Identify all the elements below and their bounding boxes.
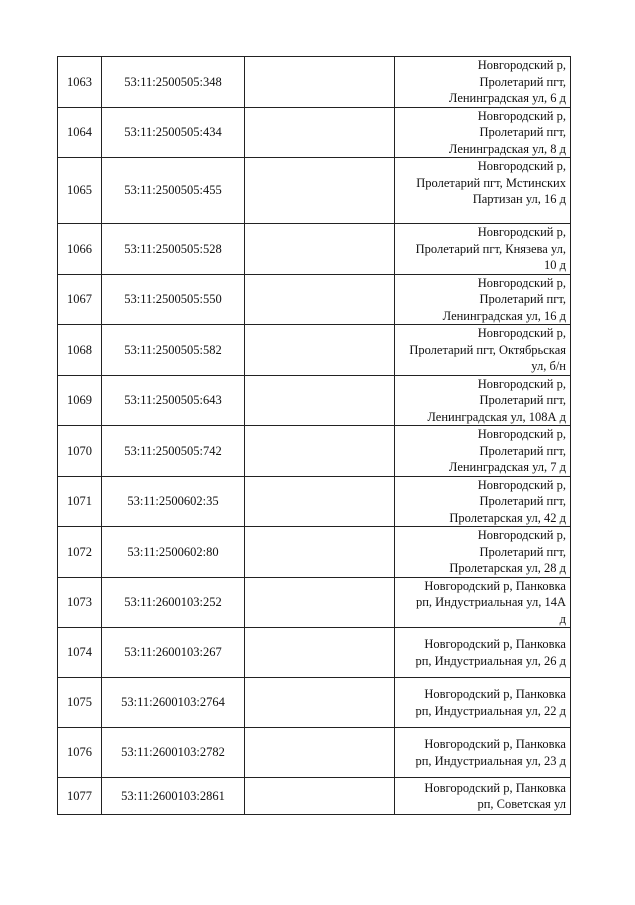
address-line: Ленинградская ул, 108А д <box>427 409 566 424</box>
row-number-cell: 1069 <box>58 375 102 426</box>
cadastral-number-cell: 53:11:2600103:2861 <box>102 778 245 815</box>
address-line: Ленинградская ул, 16 д <box>442 308 566 323</box>
table-row <box>58 57 571 108</box>
address-line: рп, Индустриальная ул, 14А <box>415 595 566 609</box>
address-line: д <box>559 611 566 626</box>
empty-cell <box>245 678 395 728</box>
cadastral-number-cell: 53:11:2500505:742 <box>102 426 245 477</box>
address-line: Пролетарий пгт, <box>479 393 566 407</box>
cadastral-number-cell: 53:11:2500602:35 <box>102 476 245 527</box>
cadastral-number-cell: 53:11:2600103:252 <box>102 577 245 628</box>
empty-cell <box>245 426 395 477</box>
table-row <box>58 158 571 224</box>
address-cell <box>395 325 571 376</box>
cadastral-number-cell: 53:11:2500505:348 <box>102 57 245 108</box>
address-line: Новгородский р, <box>477 225 566 239</box>
address-line: Новгородский р, Панковка <box>424 578 566 593</box>
empty-cell <box>245 577 395 628</box>
land-plots-table <box>57 56 571 815</box>
address-cell <box>395 107 571 158</box>
empty-cell <box>245 527 395 578</box>
row-number-cell: 1063 <box>58 57 102 108</box>
address-line: Пролетарий пгт, Князева ул, <box>415 241 566 256</box>
address-cell <box>395 577 571 628</box>
address-line: Партизан ул, 16 д <box>472 192 566 206</box>
empty-cell <box>245 274 395 325</box>
address-line: ул, б/н <box>531 359 566 373</box>
address-cell <box>395 778 571 815</box>
address-line: Пролетарий пгт, <box>479 125 566 139</box>
cadastral-number-cell: 53:11:2500505:528 <box>102 224 245 275</box>
table-row <box>58 375 571 426</box>
address-line: Ленинградская ул, 7 д <box>448 460 566 474</box>
row-number-cell: 1070 <box>58 426 102 477</box>
row-number-cell: 1064 <box>58 107 102 158</box>
address-line: Новгородский р, <box>477 159 566 173</box>
table-body <box>58 57 571 815</box>
empty-cell <box>245 107 395 158</box>
address-cell <box>395 728 571 778</box>
row-number-cell: 1076 <box>58 728 102 778</box>
address-cell <box>395 224 571 275</box>
cadastral-number-cell: 53:11:2500505:455 <box>102 158 245 224</box>
address-cell <box>395 628 571 678</box>
cadastral-number-cell: 53:11:2500505:582 <box>102 325 245 376</box>
empty-cell <box>245 325 395 376</box>
address-cell <box>395 57 571 108</box>
table-row <box>58 426 571 477</box>
address-line: рп, Индустриальная ул, 26 д <box>415 653 566 668</box>
row-number-cell: 1075 <box>58 678 102 728</box>
row-number-cell: 1073 <box>58 577 102 628</box>
empty-cell <box>245 375 395 426</box>
cadastral-number-cell: 53:11:2600103:267 <box>102 628 245 678</box>
row-number-cell: 1068 <box>58 325 102 376</box>
empty-cell <box>245 628 395 678</box>
row-number-cell: 1071 <box>58 476 102 527</box>
address-line: рп, Индустриальная ул, 23 д <box>415 753 566 768</box>
table-row <box>58 678 571 728</box>
address-line: Новгородский р, Панковка <box>424 637 566 651</box>
table-row <box>58 107 571 158</box>
address-line: Новгородский р, <box>477 528 566 542</box>
address-line: Пролетарий пгт, <box>479 443 566 458</box>
address-line: Пролетарий пгт, Октябрьская <box>409 342 566 357</box>
address-line: Новгородский р, Панковка <box>424 687 566 701</box>
row-number-cell: 1077 <box>58 778 102 815</box>
empty-cell <box>245 728 395 778</box>
address-line: 10 д <box>544 258 566 272</box>
address-line: Новгородский р, <box>477 108 566 123</box>
table-row <box>58 224 571 275</box>
table-row <box>58 527 571 578</box>
row-number-cell: 1072 <box>58 527 102 578</box>
empty-cell <box>245 57 395 108</box>
address-line: Ленинградская ул, 8 д <box>448 141 566 156</box>
address-line: Ленинградская ул, 6 д <box>448 91 566 105</box>
address-line: Новгородский р, Панковка <box>424 780 566 795</box>
address-line: Пролетарий пгт, <box>479 74 566 89</box>
address-cell <box>395 274 571 325</box>
cadastral-number-cell: 53:11:2500602:80 <box>102 527 245 578</box>
address-line: Новгородский р, Панковка <box>424 737 566 751</box>
address-line: Пролетарий пгт, Мстинских <box>416 175 566 190</box>
address-line: рп, Индустриальная ул, 22 д <box>415 703 566 718</box>
address-cell <box>395 375 571 426</box>
table-row <box>58 628 571 678</box>
empty-cell <box>245 476 395 527</box>
address-line: Пролетарий пгт, <box>479 544 566 559</box>
address-line: Новгородский р, <box>477 275 566 290</box>
table-row <box>58 577 571 628</box>
address-line: Пролетарий пгт, <box>479 494 566 508</box>
table-row <box>58 728 571 778</box>
empty-cell <box>245 224 395 275</box>
address-cell <box>395 426 571 477</box>
address-line: Новгородский р, <box>477 376 566 391</box>
row-number-cell: 1065 <box>58 158 102 224</box>
table-row <box>58 274 571 325</box>
address-cell <box>395 678 571 728</box>
address-line: Новгородский р, <box>477 427 566 441</box>
empty-cell <box>245 158 395 224</box>
address-cell <box>395 476 571 527</box>
cadastral-number-cell: 53:11:2600103:2782 <box>102 728 245 778</box>
cadastral-number-cell: 53:11:2500505:643 <box>102 375 245 426</box>
table-row <box>58 325 571 376</box>
cadastral-number-cell: 53:11:2500505:434 <box>102 107 245 158</box>
row-number-cell: 1067 <box>58 274 102 325</box>
cadastral-number-cell: 53:11:2600103:2764 <box>102 678 245 728</box>
address-line: рп, Советская ул <box>477 797 566 811</box>
table-row <box>58 778 571 815</box>
address-line: Новгородский р, <box>477 326 566 340</box>
address-line: Пролетарская ул, 42 д <box>449 510 566 525</box>
address-line: Пролетарская ул, 28 д <box>449 561 566 575</box>
table-row <box>58 476 571 527</box>
cadastral-number-cell: 53:11:2500505:550 <box>102 274 245 325</box>
row-number-cell: 1066 <box>58 224 102 275</box>
address-cell <box>395 527 571 578</box>
address-line: Пролетарий пгт, <box>479 292 566 306</box>
address-line: Новгородский р, <box>477 58 566 72</box>
row-number-cell: 1074 <box>58 628 102 678</box>
address-line: Новгородский р, <box>477 477 566 492</box>
empty-cell <box>245 778 395 815</box>
address-cell <box>395 158 571 224</box>
